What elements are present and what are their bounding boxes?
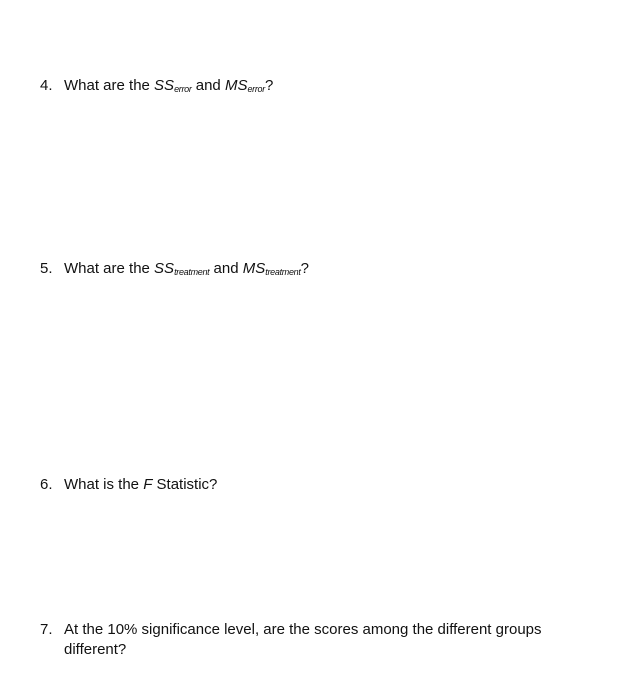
- question-text: [64, 76, 600, 99]
- ss-symbol: SS: [154, 77, 175, 94]
- ms-symbol: MS: [224, 77, 248, 94]
- ss-subscript: error: [174, 84, 192, 94]
- question-middle: and: [209, 260, 243, 277]
- question-prefix: What are the: [64, 77, 155, 94]
- question-number: 4.: [40, 77, 53, 94]
- ms-symbol: MS: [242, 260, 266, 277]
- question-4: [40, 76, 600, 99]
- question-suffix: ?: [264, 77, 274, 94]
- question-prefix: What are the: [64, 260, 155, 277]
- question-text: [64, 259, 600, 282]
- question-prefix: What is the: [64, 476, 144, 493]
- question-6: [40, 475, 600, 495]
- ss-symbol: SS: [154, 260, 175, 277]
- question-number: 7.: [40, 621, 53, 638]
- ms-subscript: error: [247, 84, 265, 94]
- question-7: [40, 620, 600, 660]
- question-5: [40, 259, 600, 282]
- question-text: [64, 475, 600, 495]
- f-symbol: F: [143, 476, 153, 493]
- question-number: 5.: [40, 260, 53, 277]
- ms-subscript: treatment: [265, 267, 301, 277]
- question-number: 6.: [40, 476, 53, 493]
- question-suffix: Statistic?: [152, 476, 218, 493]
- question-suffix: ?: [300, 260, 309, 277]
- question-middle: and: [191, 77, 225, 94]
- question-text: At the 10% significance level, are the scores among the different groups different?: [64, 621, 542, 658]
- ss-subscript: treatment: [174, 267, 210, 277]
